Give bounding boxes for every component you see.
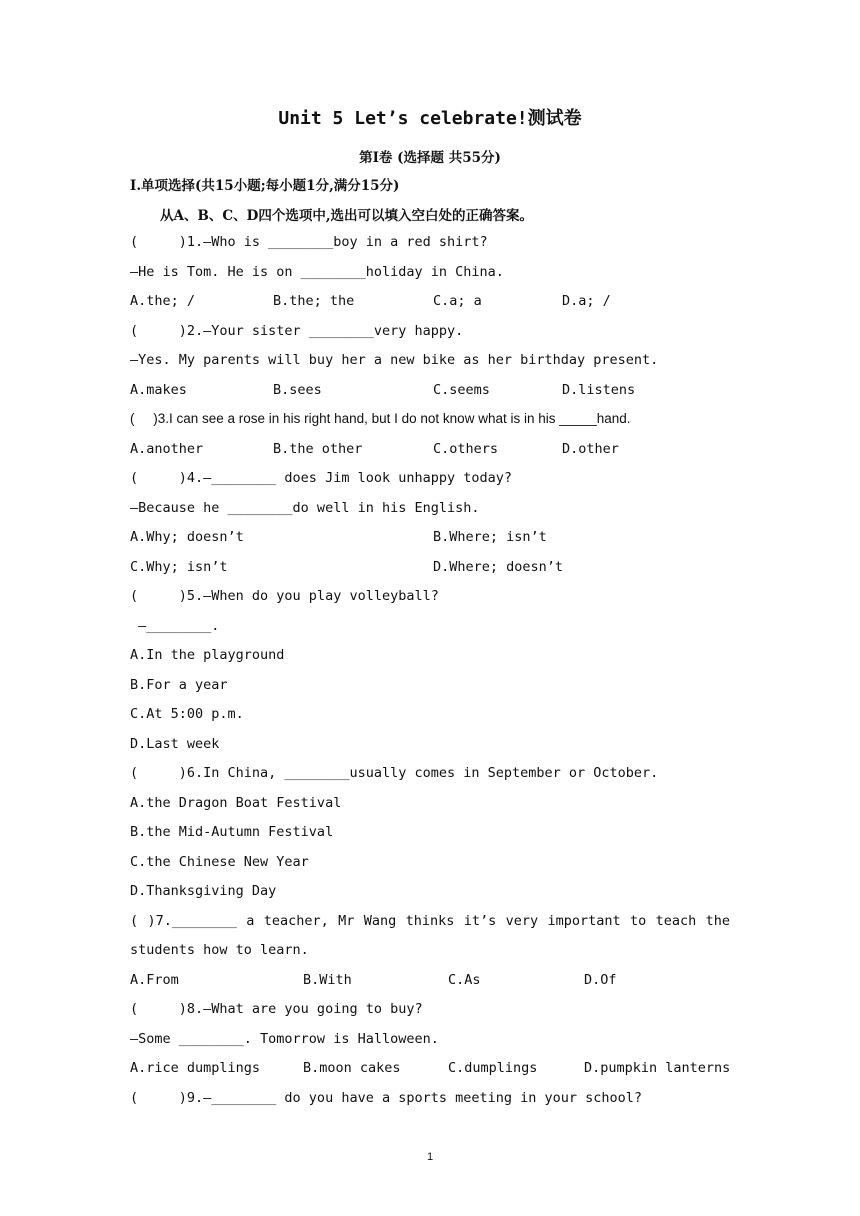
question-1-option-d: D.a; / — [562, 293, 611, 309]
question-4-option-d: D.Where; doesn’t — [433, 559, 564, 575]
question-1-line2: —He is Tom. He is on ________holiday in China. — [130, 264, 504, 280]
question-8-stem: ( )8.—What are you going to buy? — [130, 1001, 423, 1017]
question-2-option-d: D.listens — [562, 382, 636, 398]
question-2-option-c: C.seems — [433, 382, 490, 398]
question-3-option-b: B.the other — [273, 441, 363, 457]
question-8-option-a: A.rice dumplings — [130, 1060, 261, 1076]
question-5-option-d: D.Last week — [130, 736, 220, 752]
question-5-option-c: C.At 5:00 p.m. — [130, 706, 244, 722]
question-4-line2: —Because he ________do well in his English. — [130, 500, 480, 516]
question-4-option-c: C.Why; isn’t — [130, 559, 228, 575]
question-3-option-d: D.other — [562, 441, 619, 457]
question-2-stem: ( )2.—Your sister ________very happy. — [130, 323, 464, 339]
question-1-option-c: C.a; a — [433, 293, 482, 309]
question-3-option-a: A.another — [130, 441, 204, 457]
question-6-stem: ( )6.In China, ________usually comes in September or October. — [130, 765, 659, 781]
question-3-option-c: C.others — [433, 441, 499, 457]
question-6-option-a: A.the Dragon Boat Festival — [130, 795, 342, 811]
question-8-option-c: C.dumplings — [448, 1060, 538, 1076]
page-number: 1 — [426, 1151, 434, 1163]
question-2-option-b: B.sees — [273, 382, 322, 398]
question-5-line2: —________. — [130, 618, 220, 634]
question-7-option-d: D.Of — [584, 972, 617, 988]
question-7-line2: students how to learn. — [130, 942, 309, 958]
section-heading: Ⅰ.单项选择(共15小题;每小题1分,满分15分) — [130, 178, 400, 194]
question-6-option-d: D.Thanksgiving Day — [130, 883, 277, 899]
question-1-option-a: A.the; / — [130, 293, 196, 309]
question-8-option-b: B.moon cakes — [303, 1060, 401, 1076]
question-4-stem: ( )4.—________ does Jim look unhappy today? — [130, 470, 513, 486]
question-8-option-d: D.pumpkin lanterns — [584, 1060, 731, 1076]
question-5-stem: ( )5.—When do you play volleyball? — [130, 588, 439, 604]
question-1-option-b: B.the; the — [273, 293, 355, 309]
question-6-option-c: C.the Chinese New Year — [130, 854, 309, 870]
question-5-option-b: B.For a year — [130, 677, 228, 693]
question-2-line2: —Yes. My parents will buy her a new bike as her birthday present. — [130, 352, 659, 368]
question-9-stem: ( )9.—________ do you have a sports meeting in your school? — [130, 1090, 643, 1106]
question-3-stem: ( )3.I can see a rose in his right hand, but I do not know what is in his _____hand. — [130, 411, 631, 426]
question-7-option-b: B.With — [303, 972, 352, 988]
question-7-option-a: A.From — [130, 972, 179, 988]
page-title: Unit 5 Let’s celebrate!测试卷 — [278, 108, 582, 129]
question-4-option-a: A.Why; doesn’t — [130, 529, 244, 545]
question-8-line2: —Some ________. Tomorrow is Halloween. — [130, 1031, 439, 1047]
question-6-option-b: B.the Mid-Autumn Festival — [130, 824, 334, 840]
question-7-stem: ( )7.________ a teacher, Mr Wang thinks it’s very important to teach the — [130, 913, 730, 929]
question-2-option-a: A.makes — [130, 382, 187, 398]
question-7-option-c: C.As — [448, 972, 481, 988]
question-4-option-b: B.Where; isn’t — [433, 529, 547, 545]
part-subtitle: 第Ⅰ卷 (选择题 共55分) — [359, 150, 501, 166]
question-1-stem: ( )1.—Who is ________boy in a red shirt? — [130, 234, 488, 250]
question-5-option-a: A.In the playground — [130, 647, 285, 663]
instruction-text: 从A、B、C、D四个选项中,选出可以填入空白处的正确答案。 — [160, 208, 534, 224]
